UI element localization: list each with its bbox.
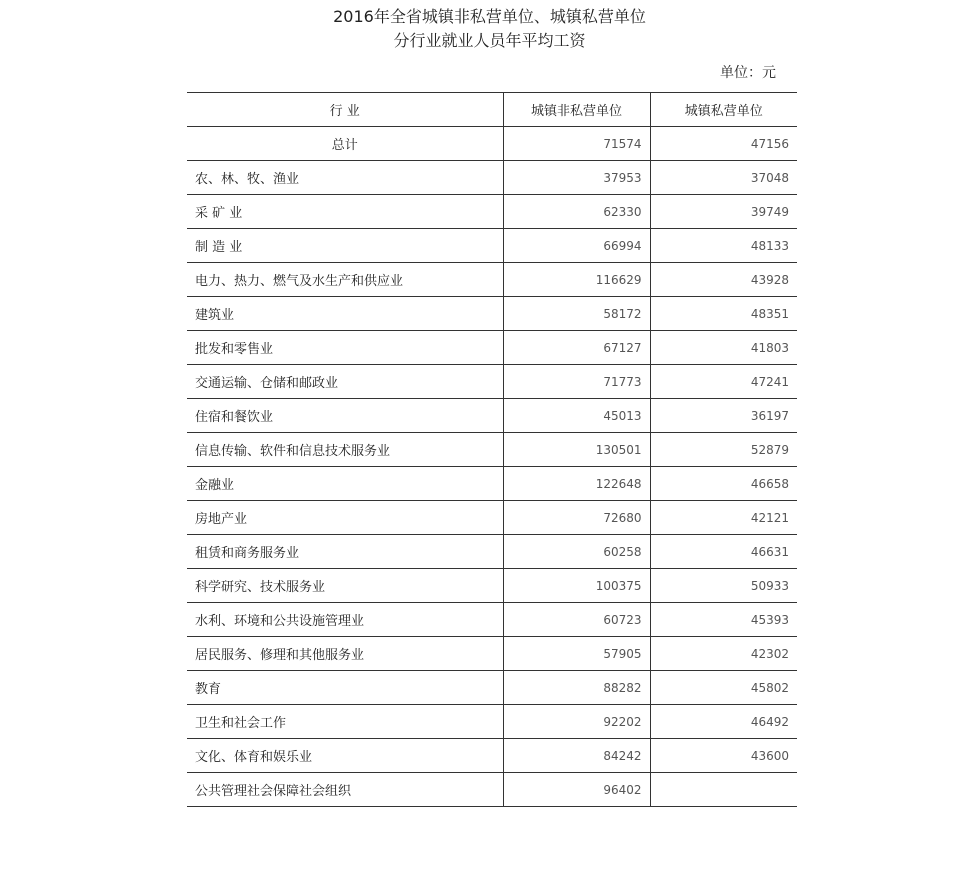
page-title-line-2: 分行业就业人员年平均工资 xyxy=(393,31,586,50)
private-cell: 46631 xyxy=(650,535,797,569)
non-private-cell: 62330 xyxy=(503,195,650,229)
table-header-row xyxy=(187,93,797,127)
header-private: 城镇私营单位 xyxy=(650,93,797,127)
non-private-cell: 45013 xyxy=(503,399,650,433)
industry-cell: 电力、热力、燃气及水生产和供应业 xyxy=(187,263,503,297)
table-row xyxy=(187,501,797,535)
table-row xyxy=(187,705,797,739)
industry-cell: 科学研究、技术服务业 xyxy=(187,569,503,603)
industry-cell: 租赁和商务服务业 xyxy=(187,535,503,569)
non-private-cell: 122648 xyxy=(503,467,650,501)
industry-cell: 公共管理社会保障社会组织 xyxy=(187,773,503,807)
private-cell: 45393 xyxy=(650,603,797,637)
table-row xyxy=(187,365,797,399)
private-cell: 42302 xyxy=(650,637,797,671)
private-cell: 37048 xyxy=(650,161,797,195)
private-cell: 43600 xyxy=(650,739,797,773)
header-non-private: 城镇非私营单位 xyxy=(503,93,650,127)
unit-label: 单位：元 xyxy=(720,65,776,81)
non-private-cell: 72680 xyxy=(503,501,650,535)
non-private-cell: 116629 xyxy=(503,263,650,297)
non-private-cell: 130501 xyxy=(503,433,650,467)
table-row xyxy=(187,161,797,195)
private-cell: 46492 xyxy=(650,705,797,739)
private-cell: 50933 xyxy=(650,569,797,603)
private-cell: 46658 xyxy=(650,467,797,501)
industry-cell: 金融业 xyxy=(187,467,503,501)
industry-cell: 建筑业 xyxy=(187,297,503,331)
non-private-cell: 58172 xyxy=(503,297,650,331)
table-row xyxy=(187,297,797,331)
non-private-cell: 92202 xyxy=(503,705,650,739)
table-row xyxy=(187,467,797,501)
non-private-cell: 88282 xyxy=(503,671,650,705)
table-row xyxy=(187,739,797,773)
non-private-cell: 96402 xyxy=(503,773,650,807)
private-cell: 43928 xyxy=(650,263,797,297)
industry-cell: 农、林、牧、渔业 xyxy=(187,161,503,195)
table-row xyxy=(187,569,797,603)
industry-cell: 居民服务、修理和其他服务业 xyxy=(187,637,503,671)
industry-cell: 水利、环境和公共设施管理业 xyxy=(187,603,503,637)
non-private-cell: 71574 xyxy=(503,127,650,161)
table-row xyxy=(187,773,797,807)
wage-table xyxy=(187,92,797,807)
industry-cell: 制 造 业 xyxy=(187,229,503,263)
non-private-cell: 57905 xyxy=(503,637,650,671)
table-row xyxy=(187,671,797,705)
industry-cell: 卫生和社会工作 xyxy=(187,705,503,739)
private-cell: 36197 xyxy=(650,399,797,433)
page-title-line-1: 2016年全省城镇非私营单位、城镇私营单位 xyxy=(333,7,646,26)
header-industry: 行 业 xyxy=(187,93,503,127)
industry-cell: 总计 xyxy=(187,127,503,161)
non-private-cell: 100375 xyxy=(503,569,650,603)
table-row xyxy=(187,637,797,671)
industry-cell: 住宿和餐饮业 xyxy=(187,399,503,433)
private-cell: 52879 xyxy=(650,433,797,467)
private-cell: 47241 xyxy=(650,365,797,399)
private-cell: 42121 xyxy=(650,501,797,535)
private-cell: 47156 xyxy=(650,127,797,161)
non-private-cell: 67127 xyxy=(503,331,650,365)
private-cell: 41803 xyxy=(650,331,797,365)
private-cell: 39749 xyxy=(650,195,797,229)
table-row xyxy=(187,229,797,263)
industry-cell: 文化、体育和娱乐业 xyxy=(187,739,503,773)
private-cell: 45802 xyxy=(650,671,797,705)
industry-cell: 教育 xyxy=(187,671,503,705)
table-row xyxy=(187,535,797,569)
table-row xyxy=(187,399,797,433)
industry-cell: 信息传输、软件和信息技术服务业 xyxy=(187,433,503,467)
table-row xyxy=(187,127,797,161)
table-row xyxy=(187,433,797,467)
industry-cell: 交通运输、仓储和邮政业 xyxy=(187,365,503,399)
non-private-cell: 37953 xyxy=(503,161,650,195)
non-private-cell: 60723 xyxy=(503,603,650,637)
table-row xyxy=(187,603,797,637)
non-private-cell: 66994 xyxy=(503,229,650,263)
private-cell: 48351 xyxy=(650,297,797,331)
table-row xyxy=(187,263,797,297)
industry-cell: 批发和零售业 xyxy=(187,331,503,365)
non-private-cell: 60258 xyxy=(503,535,650,569)
industry-cell: 房地产业 xyxy=(187,501,503,535)
table-row xyxy=(187,195,797,229)
private-cell: 48133 xyxy=(650,229,797,263)
table-row xyxy=(187,331,797,365)
industry-cell: 采 矿 业 xyxy=(187,195,503,229)
private-cell xyxy=(650,773,797,807)
non-private-cell: 84242 xyxy=(503,739,650,773)
non-private-cell: 71773 xyxy=(503,365,650,399)
